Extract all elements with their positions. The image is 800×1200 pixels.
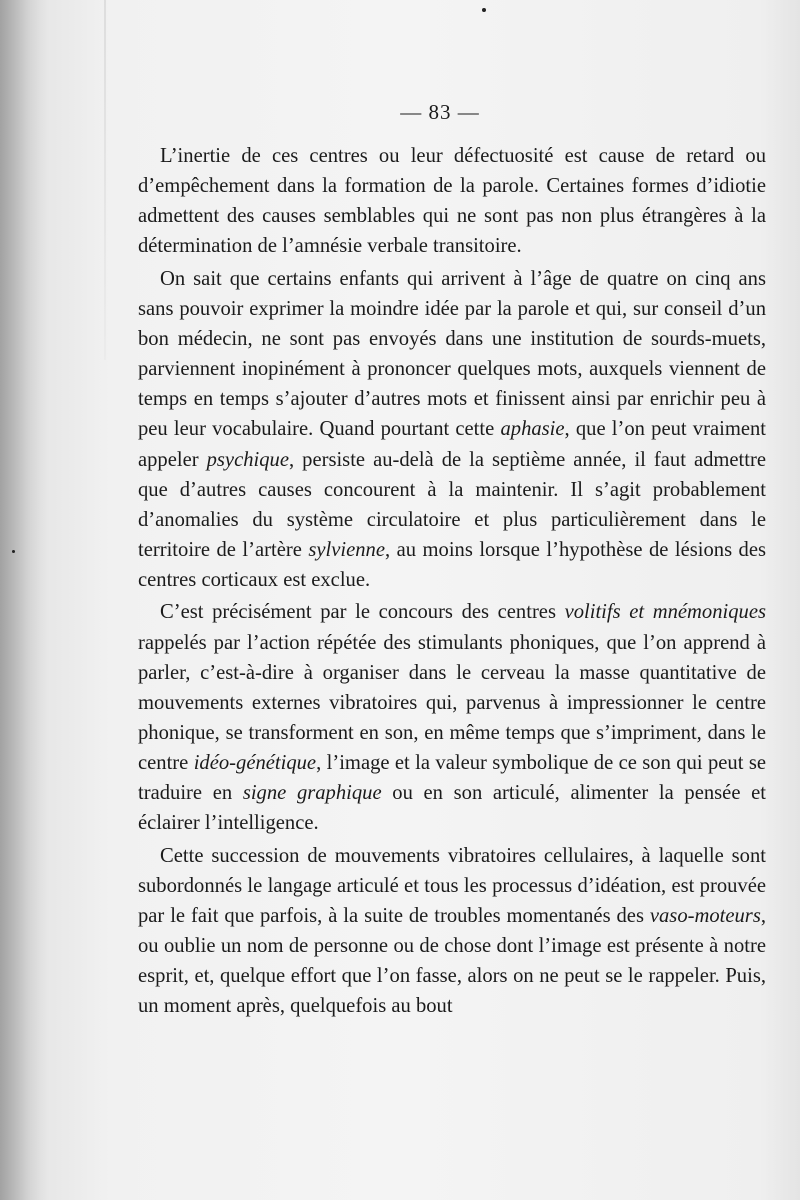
text-run: C’est précisément par le concours des centres: [160, 601, 565, 624]
paragraph: [138, 597, 766, 838]
page-edge-shadow: [0, 0, 48, 1200]
text-run: L’inertie de ces centres ou leur défectuosité est cause de retard ou d’empêchement dans la formation de la parole. Certaines formes d’idiotie admettent des causes semblables qui ne sont pas non plus étrangères à la détermination de l’amnésie verbale transitoire.: [138, 145, 766, 258]
paper-fold-line: [104, 0, 106, 360]
italic-term: vaso-moteurs: [649, 904, 761, 927]
italic-term: psychique: [206, 448, 289, 471]
text-run: , que l’on peut vraiment appeler: [138, 418, 766, 471]
paragraph: [138, 841, 766, 1022]
text-run: , ou oublie un nom de personne ou de chose dont l’image est présente à notre esprit, et, quelque effort que l’on fasse, alors on ne peut se le rappeler. Puis, un moment après, quelquefois au bout: [138, 904, 766, 1018]
text-run: ou en son articulé, alimenter la pensée et éclairer l’intelligence.: [138, 782, 766, 835]
ink-speck: [482, 8, 486, 12]
ink-speck: [12, 550, 15, 553]
text-run: , persiste au-delà de la septième année, il faut admettre que d’autres causes concourent à la maintenir. Il s’agit probablement d’anomalies du système circulatoire et plus particulièrement dans le territoire de l’artère: [138, 448, 766, 562]
italic-term: volitifs et mnémoniques: [564, 601, 766, 624]
paragraph: [138, 141, 766, 262]
paragraph: [138, 264, 766, 596]
italic-term: aphasie: [500, 418, 565, 441]
text-run: Cette succession de mouvements vibratoires cellulaires, à laquelle sont subordonnés le langage articulé et tous les processus d’idéation, est prouvée par le fait que parfois, à la suite de troubles momentanés des: [138, 844, 766, 927]
italic-term: sylvienne: [308, 539, 385, 562]
text-run: On sait que certains enfants qui arrivent à l’âge de quatre on cinq ans sans pouvoir exprimer la moindre idée par la parole et qui, sur conseil d’un bon médecin, ne sont pas envoyés dans une institution de sourds-muets, parviennent inopinément à prononcer quelques mots, auxquels viennent de temps en temps s’ajouter d’autres mots et finissent ainsi par enrichir peu à peu leur vocabulaire. Quand pourtant cette: [138, 267, 766, 441]
text-run: rappelés par l’action répétée des stimulants phoniques, que l’on apprend à parler, c’est-à-dire à organiser dans le cerveau la masse quantitative de mouvements externes vibratoires qui, parvenus à impressionner le centre phonique, se transforment en son, en même temps que s’impriment, dans le centre: [138, 631, 766, 775]
text-run: , l’image et la valeur symbolique de ce son qui peut se traduire en: [138, 752, 766, 805]
italic-term: signe graphique: [242, 782, 382, 805]
text-run: , au moins lorsque l’hypothèse de lésions des centres corticaux est exclue.: [138, 539, 767, 592]
page-number: — 83 —: [400, 100, 480, 124]
body-text: [138, 141, 766, 1024]
italic-term: idéo-génétique: [193, 752, 317, 775]
